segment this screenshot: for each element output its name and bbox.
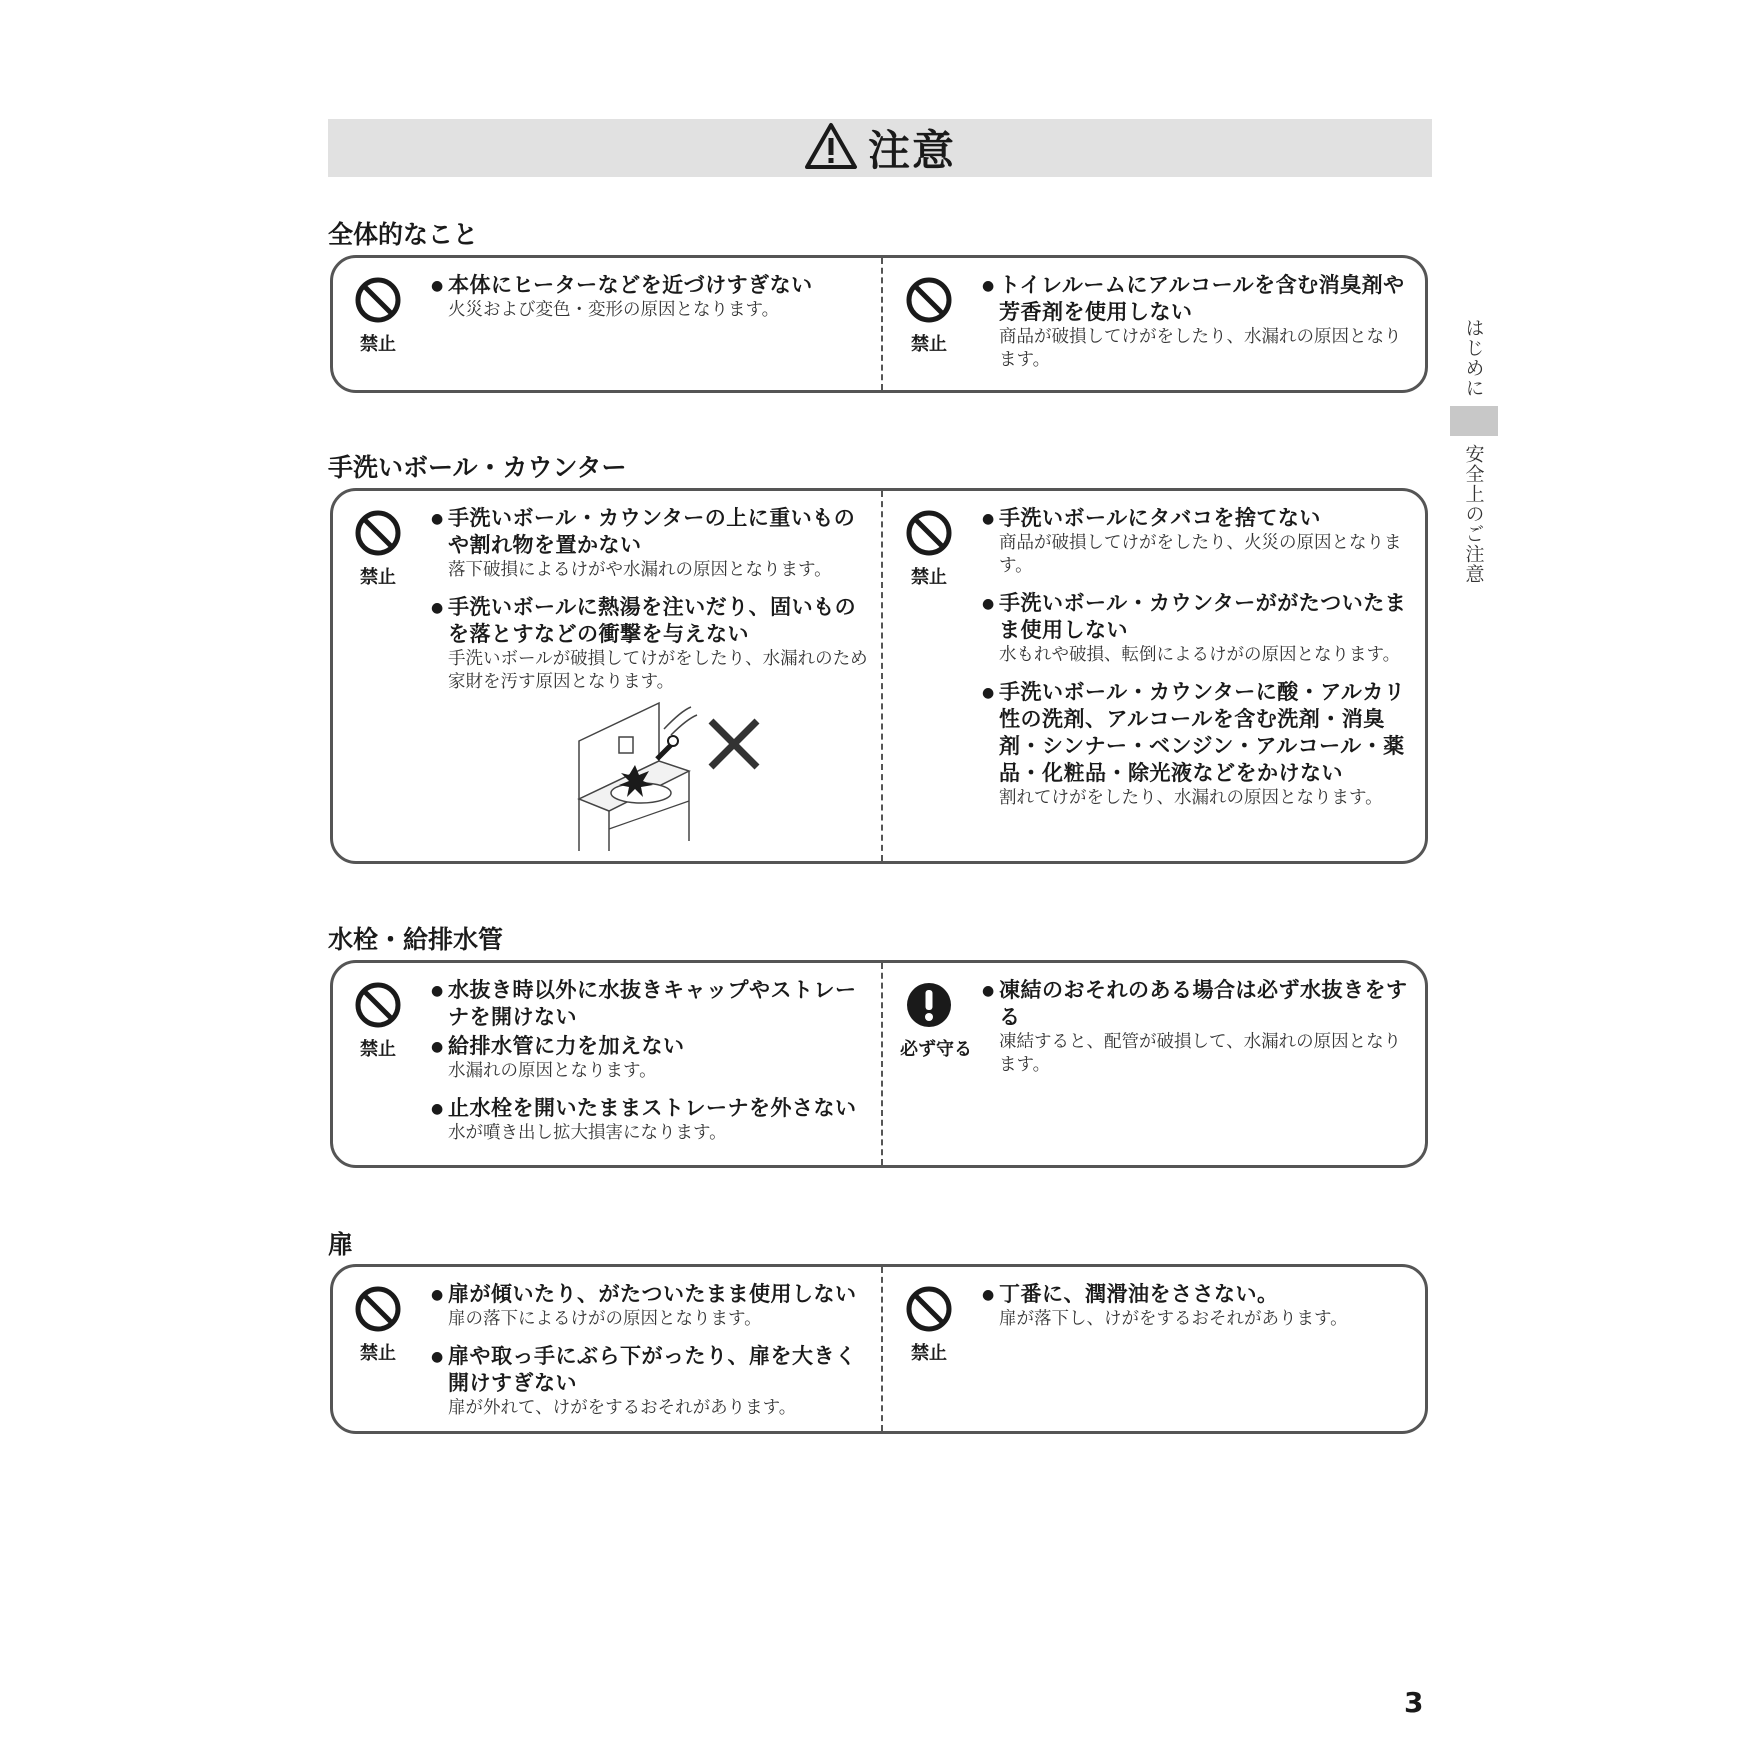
symbol-label: 禁止 (360, 567, 396, 588)
caution-item-title: 扉や取っ手にぶら下がったり、扉を大きく開けすぎない (448, 1344, 857, 1395)
caution-item-desc: 扉の落下によるけがの原因となります。 (448, 1309, 762, 1329)
bullet-icon: ● (431, 1349, 444, 1365)
symbol-block (349, 276, 407, 356)
caution-item (982, 505, 1415, 578)
column-divider (881, 1267, 883, 1431)
page-title: 注意 (867, 126, 956, 175)
caution-item (431, 272, 871, 322)
bullet-icon: ● (431, 1287, 444, 1303)
caution-column-right (884, 258, 1425, 390)
caution-item (431, 594, 871, 694)
warning-triangle-icon (804, 122, 858, 174)
column-divider (881, 963, 883, 1165)
caution-item-title: 凍結のおそれのある場合は必ず水抜きをする (999, 978, 1408, 1029)
caution-box-door (330, 1264, 1428, 1434)
basin-impact-illustration (569, 701, 799, 855)
side-tab-chapter: はじめに (1462, 318, 1485, 398)
caution-column-left (333, 1267, 881, 1431)
caution-item-title: 手洗いボール・カウンターの上に重いものや割れ物を置かない (448, 506, 856, 557)
bullet-icon: ● (431, 983, 444, 999)
caution-banner (328, 119, 1432, 177)
side-tab (1450, 318, 1498, 584)
bullet-icon: ● (431, 511, 444, 527)
column-divider (881, 491, 883, 861)
caution-box-faucet-pipes (330, 960, 1428, 1168)
mandatory-icon (905, 981, 953, 1029)
caution-box-basin-counter (330, 488, 1428, 864)
column-divider (881, 258, 883, 390)
bullet-icon: ● (431, 278, 444, 294)
caution-item-title: 手洗いボールにタバコを捨てない (999, 506, 1321, 530)
caution-column-left (333, 258, 881, 390)
symbol-label: 禁止 (360, 1343, 396, 1364)
caution-column-right (884, 491, 1425, 861)
section-heading-general: 全体的なこと (328, 220, 479, 249)
bullet-icon: ● (982, 1287, 995, 1303)
prohibition-icon (354, 276, 402, 324)
bullet-icon: ● (982, 685, 995, 701)
caution-box-general (330, 255, 1428, 393)
caution-item-title: トイレルームにアルコールを含む消臭剤や芳香剤を使用しない (999, 273, 1405, 324)
caution-column-right (884, 963, 1425, 1165)
symbol-block (349, 981, 407, 1061)
side-tab-marker (1450, 406, 1498, 436)
caution-item-title: 手洗いボール・カウンターががたついたまま使用しない (999, 591, 1407, 642)
caution-item-title: 止水栓を開いたままストレーナを外さない (448, 1096, 857, 1120)
caution-column-left (333, 491, 881, 861)
symbol-block (900, 276, 958, 356)
symbol-block (349, 509, 407, 589)
symbol-block (900, 1285, 958, 1365)
caution-item-title: 手洗いボール・カウンターに酸・アルカリ性の洗剤、アルコールを含む洗剤・消臭剤・シンナー・ベンジン・アルコール・薬品・化粧品・除光液などをかけない (999, 680, 1406, 785)
caution-item-title: 給排水管に力を加えない (448, 1034, 685, 1058)
prohibition-icon (354, 981, 402, 1029)
caution-item-title: 扉が傾いたり、がたついたまま使用しない (448, 1282, 857, 1306)
caution-item (982, 590, 1415, 667)
caution-column-right (884, 1267, 1425, 1431)
caution-item (431, 977, 871, 1031)
caution-item-title: 水抜き時以外に水抜きキャップやストレーナを開けない (448, 978, 857, 1029)
caution-item-desc: 商品が破損してけがをしたり、水漏れの原因となります。 (999, 327, 1402, 370)
caution-item-desc: 扉が落下し、けがをするおそれがあります。 (999, 1309, 1348, 1329)
prohibition-icon (905, 509, 953, 557)
caution-item-desc: 落下破損によるけがや水漏れの原因となります。 (448, 560, 832, 580)
bullet-icon: ● (431, 600, 444, 616)
bullet-icon: ● (431, 1101, 444, 1117)
symbol-label: 禁止 (360, 334, 396, 355)
prohibition-icon (354, 509, 402, 557)
caution-item-desc: 手洗いボールが破損してけがをしたり、水漏れのため家財を汚す原因となります。 (448, 649, 868, 692)
caution-item-desc: 割れてけがをしたり、水漏れの原因となります。 (999, 788, 1383, 808)
caution-item-desc: 水が噴き出し拡大損害になります。 (448, 1123, 727, 1143)
caution-item (982, 679, 1415, 810)
prohibition-icon (354, 1285, 402, 1333)
caution-item-desc: 水漏れの原因となります。 (448, 1061, 657, 1081)
caution-item (431, 1033, 871, 1083)
bullet-icon: ● (982, 278, 995, 294)
bullet-icon: ● (982, 983, 995, 999)
side-tab-section: 安全上のご注意 (1462, 444, 1485, 584)
caution-item (982, 977, 1415, 1077)
caution-item-title: 本体にヒーターなどを近づけすぎない (448, 273, 813, 297)
caution-item-desc: 凍結すると、配管が破損して、水漏れの原因となります。 (999, 1032, 1402, 1075)
bullet-icon: ● (431, 1039, 444, 1055)
symbol-label: 禁止 (911, 567, 947, 588)
caution-item-title: 丁番に、潤滑油をささない。 (999, 1282, 1279, 1306)
caution-item-desc: 水もれや破損、転倒によるけがの原因となります。 (999, 645, 1401, 665)
symbol-label: 必ず守る (900, 1039, 972, 1060)
prohibition-icon (905, 276, 953, 324)
section-heading-door: 扉 (328, 1230, 354, 1259)
symbol-block (900, 981, 972, 1061)
caution-item (431, 505, 871, 582)
symbol-label: 禁止 (360, 1039, 396, 1060)
caution-item-desc: 火災および変色・変形の原因となります。 (448, 300, 780, 320)
section-heading-faucet-pipes: 水栓・給排水管 (328, 925, 504, 954)
symbol-block (349, 1285, 407, 1365)
symbol-block (900, 509, 958, 589)
symbol-label: 禁止 (911, 1343, 947, 1364)
caution-item (982, 1281, 1415, 1331)
caution-column-left (333, 963, 881, 1165)
caution-item-title: 手洗いボールに熱湯を注いだり、固いものを落とすなどの衝撃を与えない (448, 595, 857, 646)
caution-item (431, 1281, 871, 1331)
bullet-icon: ● (982, 596, 995, 612)
caution-item (982, 272, 1415, 372)
prohibition-icon (905, 1285, 953, 1333)
page-number: 3 (1404, 1686, 1424, 1719)
caution-item-desc: 商品が破損してけがをしたり、火災の原因となります。 (999, 533, 1402, 576)
caution-item-desc: 扉が外れて、けがをするおそれがあります。 (448, 1398, 797, 1418)
caution-item (431, 1343, 871, 1420)
symbol-label: 禁止 (911, 334, 947, 355)
section-heading-basin-counter: 手洗いボール・カウンター (328, 453, 627, 482)
bullet-icon: ● (982, 511, 995, 527)
caution-item (431, 1095, 871, 1145)
